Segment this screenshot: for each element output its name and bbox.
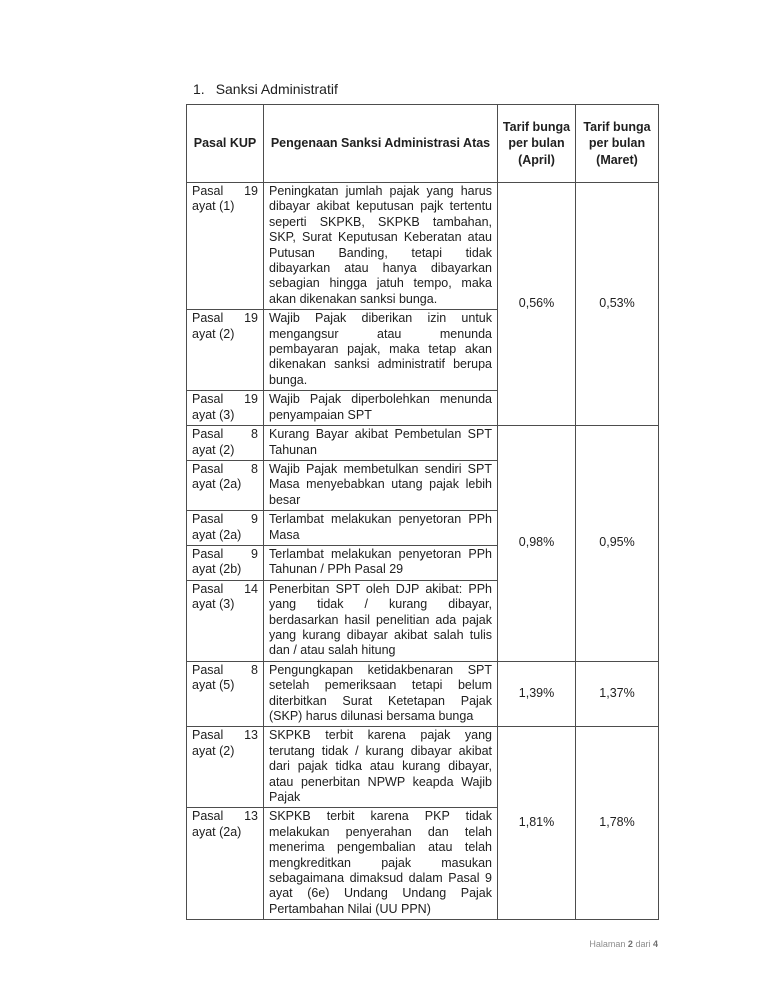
description-cell: Pengungkapan ketidakbenaran SPT setelah pemeriksaan tetapi belum diterbitkan Surat Ketetapan Pajak (SKP) harus dilunasi bersama bunga bbox=[264, 661, 498, 727]
table-row bbox=[187, 426, 659, 461]
col-header-tarif-maret: Tarif bunga per bulan (Maret) bbox=[576, 105, 659, 183]
pasal-cell bbox=[187, 545, 264, 580]
pasal-line bbox=[192, 462, 258, 477]
rate-maret-cell: 1,37% bbox=[576, 661, 659, 727]
pasal-line bbox=[192, 663, 258, 678]
pasal-number: 19 bbox=[244, 311, 258, 326]
table-header-row bbox=[187, 105, 659, 183]
section-title: Sanksi Administratif bbox=[215, 81, 338, 97]
sanctions-table bbox=[186, 104, 659, 920]
rate-maret-cell: 0,53% bbox=[576, 183, 659, 426]
pasal-line bbox=[192, 728, 258, 743]
description-cell: SKPKB terbit karena PKP tidak melakukan penyerahan dan telah menerima pengembalian atau telah mengkreditkan pajak masukan sebagaimana dimaksud dalam Pasal 9 ayat (6e) Undang Undang Pajak Pertambahan Nilai (UU PPN) bbox=[264, 808, 498, 920]
pasal-cell bbox=[187, 183, 264, 310]
rate-april-cell: 1,81% bbox=[498, 727, 576, 920]
pasal-word: Pasal bbox=[192, 512, 224, 527]
rate-maret-cell: 1,78% bbox=[576, 727, 659, 920]
pasal-word: Pasal bbox=[192, 392, 224, 407]
pasal-number: 13 bbox=[244, 809, 258, 824]
ayat-label: ayat (2) bbox=[192, 442, 235, 457]
table-row bbox=[187, 661, 659, 727]
pasal-line bbox=[192, 512, 258, 527]
pasal-cell bbox=[187, 727, 264, 808]
ayat-label: ayat (2) bbox=[192, 743, 235, 758]
col-header-pasal-kup: Pasal KUP bbox=[187, 105, 264, 183]
ayat-label: ayat (2a) bbox=[192, 477, 242, 492]
pasal-number: 19 bbox=[244, 392, 258, 407]
ayat-label: ayat (2a) bbox=[192, 824, 242, 839]
rate-april-cell: 1,39% bbox=[498, 661, 576, 727]
pasal-word: Pasal bbox=[192, 728, 224, 743]
ayat-label: ayat (2a) bbox=[192, 527, 242, 542]
description-cell: Terlambat melakukan penyetoran PPh Tahunan / PPh Pasal 29 bbox=[264, 545, 498, 580]
pasal-number: 13 bbox=[244, 728, 258, 743]
table-row bbox=[187, 183, 659, 310]
description-cell: Kurang Bayar akibat Pembetulan SPT Tahunan bbox=[264, 426, 498, 461]
ayat-label: ayat (1) bbox=[192, 199, 235, 214]
pasal-cell bbox=[187, 580, 264, 661]
pasal-cell bbox=[187, 391, 264, 426]
description-cell: Wajib Pajak membetulkan sendiri SPT Masa menyebabkan utang pajak lebih besar bbox=[264, 460, 498, 510]
footer-label: Halaman bbox=[589, 939, 626, 949]
pasal-word: Pasal bbox=[192, 581, 224, 596]
pasal-line bbox=[192, 311, 258, 326]
ayat-label: ayat (2) bbox=[192, 326, 235, 341]
description-cell: Peningkatan jumlah pajak yang harus dibayar akibat keputusan pajk tertentu seperti SKPKB, SKPKB tambahan, SKP, Surat Keputusan Keberatan atau Putusan Banding, tetapi tidak dibayarkan atau hanya dibayarkan sebagian hingga jatuh tempo, maka akan dikenakan sanksi bunga. bbox=[264, 183, 498, 310]
description-cell: SKPKB terbit karena pajak yang terutang tidak / kurang dibayar akibat dari pajak tidka atau kurang dibayar, atau penerbitan NPWP keapda Wajib Pajak bbox=[264, 727, 498, 808]
pasal-word: Pasal bbox=[192, 809, 224, 824]
ayat-label: ayat (3) bbox=[192, 407, 235, 422]
pasal-line bbox=[192, 547, 258, 562]
rate-april-cell: 0,56% bbox=[498, 183, 576, 426]
ayat-label: ayat (3) bbox=[192, 597, 235, 612]
pasal-number: 14 bbox=[244, 581, 258, 596]
col-header-tarif-april: Tarif bunga per bulan (April) bbox=[498, 105, 576, 183]
pasal-cell bbox=[187, 426, 264, 461]
table-row bbox=[187, 727, 659, 808]
pasal-line bbox=[192, 392, 258, 407]
section-heading bbox=[193, 80, 338, 98]
pasal-word: Pasal bbox=[192, 427, 224, 442]
pasal-cell bbox=[187, 808, 264, 920]
pasal-cell bbox=[187, 511, 264, 546]
col-header-pengenaan: Pengenaan Sanksi Administrasi Atas bbox=[264, 105, 498, 183]
pasal-number: 8 bbox=[251, 662, 258, 677]
pasal-word: Pasal bbox=[192, 311, 224, 326]
footer-page-number: 2 bbox=[627, 939, 633, 949]
description-cell: Wajib Pajak diperbolehkan menunda penyampaian SPT bbox=[264, 391, 498, 426]
pasal-number: 9 bbox=[251, 546, 258, 561]
section-number: 1. bbox=[193, 81, 205, 97]
pasal-word: Pasal bbox=[192, 184, 224, 198]
footer-separator: dari bbox=[635, 939, 651, 949]
pasal-cell bbox=[187, 460, 264, 510]
pasal-number: 8 bbox=[251, 427, 258, 442]
rate-april-cell: 0,98% bbox=[498, 426, 576, 662]
pasal-line bbox=[192, 809, 258, 824]
footer-total-pages: 4 bbox=[652, 939, 658, 949]
pasal-cell bbox=[187, 661, 264, 727]
pasal-word: Pasal bbox=[192, 662, 224, 677]
page-footer bbox=[589, 938, 658, 950]
pasal-word: Pasal bbox=[192, 546, 224, 561]
pasal-line bbox=[192, 582, 258, 597]
pasal-number: 9 bbox=[251, 512, 258, 527]
description-cell: Penerbitan SPT oleh DJP akibat: PPh yang tidak / kurang dibayar, berdasarkan hasil penelitian ada pajak yang kurang dibayar akibat salah tulis dan / atau salah hitung bbox=[264, 580, 498, 661]
description-cell: Wajib Pajak diberikan izin untuk mengangsur atau menunda pembayaran pajak, maka tetap akan dikenakan sanksi administratif berupa bunga. bbox=[264, 310, 498, 391]
pasal-cell bbox=[187, 310, 264, 391]
pasal-word: Pasal bbox=[192, 461, 224, 476]
pasal-number: 19 bbox=[244, 184, 258, 198]
pasal-line bbox=[192, 427, 258, 442]
pasal-line bbox=[192, 184, 258, 199]
rate-maret-cell: 0,95% bbox=[576, 426, 659, 662]
description-cell: Terlambat melakukan penyetoran PPh Masa bbox=[264, 511, 498, 546]
ayat-label: ayat (5) bbox=[192, 678, 235, 693]
ayat-label: ayat (2b) bbox=[192, 562, 242, 577]
pasal-number: 8 bbox=[251, 461, 258, 476]
